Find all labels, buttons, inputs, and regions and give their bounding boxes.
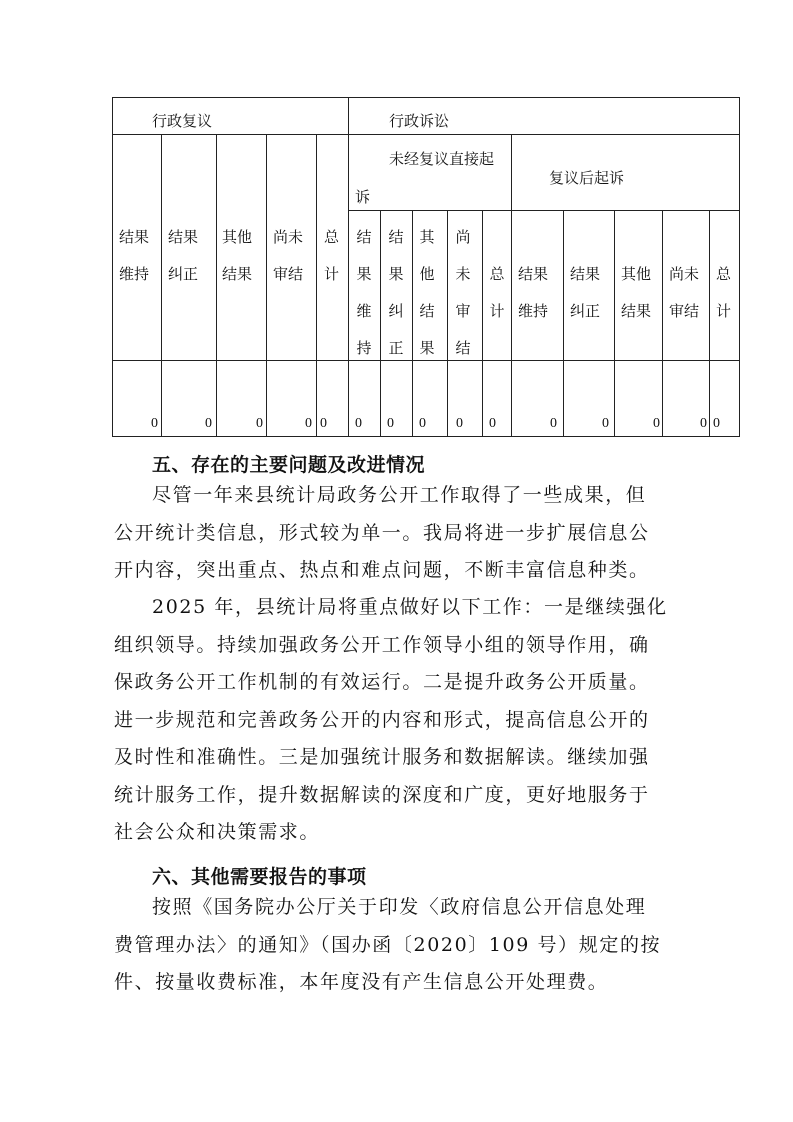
header-administrative-review: 行政复议 (152, 112, 213, 130)
col-header-line: 计 (324, 265, 340, 283)
table-border-top (112, 97, 740, 98)
col-header (489, 256, 505, 330)
col-header-char: 总 (489, 265, 505, 283)
col-header (419, 219, 435, 367)
col-header (222, 219, 252, 293)
table-divider (316, 134, 317, 437)
table-divider (161, 134, 162, 437)
col-header-line: 尚未 (669, 265, 700, 283)
text-line: 及时性和准确性。三是加强统计服务和数据解读。继续加强 (114, 746, 650, 768)
cell-value: 0 (355, 416, 362, 431)
text-line: 公开统计类信息，形式较为单一。我局将进一步扩展信息公 (114, 521, 650, 544)
col-header-char: 结 (419, 302, 435, 320)
table-divider (662, 210, 663, 437)
col-header (356, 219, 372, 367)
col-header-line: 总 (324, 228, 340, 246)
text-line: 尽管一年来县统计局政务公开工作取得了一些成果，但 (152, 484, 647, 506)
table-divider (348, 97, 349, 437)
col-header-line: 结果 (119, 228, 150, 246)
col-header (455, 219, 471, 367)
col-header (388, 219, 404, 367)
header-after-review-litigation: 复议后起诉 (549, 169, 625, 187)
col-header (273, 219, 303, 293)
cell-value: 0 (256, 416, 263, 431)
col-header-line: 其他 (222, 228, 253, 246)
cell-value: 0 (713, 416, 720, 431)
col-header-char: 果 (388, 265, 404, 283)
table-divider (112, 134, 740, 135)
table-border-right (739, 97, 740, 437)
col-header-char: 计 (489, 302, 505, 320)
cell-value: 0 (489, 416, 496, 431)
col-header-line: 尚未 (273, 228, 304, 246)
col-header-char: 未 (455, 265, 471, 283)
col-header-char: 结 (356, 228, 372, 246)
statistics-table (0, 0, 793, 460)
col-header-line: 结果 (621, 302, 652, 320)
cell-value: 0 (653, 416, 660, 431)
col-header-char: 维 (356, 302, 372, 320)
col-header (716, 256, 731, 330)
paragraph (114, 889, 674, 1002)
text-line: 统计服务工作，提升数据解读的深度和广度，更好地服务于 (114, 783, 650, 806)
text-line: 保政务公开工作机制的有效运行。二是提升政务公开质量。 (114, 671, 650, 693)
section-heading: 六、其他需要报告的事项 (152, 866, 367, 888)
col-header-line: 总 (716, 265, 732, 283)
header-direct-litigation-cont: 诉 (355, 188, 371, 206)
text-line: 件、按量收费标准，本年度没有产生信息公开处理费。 (114, 971, 609, 993)
col-header-char: 果 (356, 265, 372, 283)
col-header-line: 结果 (518, 265, 549, 283)
col-header (621, 256, 651, 330)
col-header-char: 他 (419, 265, 435, 283)
col-header-line: 纠正 (570, 302, 601, 320)
cell-value: 0 (387, 416, 394, 431)
col-header-line: 审结 (273, 265, 304, 283)
col-header-char: 持 (356, 339, 372, 357)
col-header (669, 256, 699, 330)
paragraph (114, 477, 674, 590)
header-administrative-litigation: 行政诉讼 (389, 112, 450, 130)
table-divider (380, 210, 381, 437)
text-line: 开内容，突出重点、热点和难点问题，不断丰富信息种类。 (114, 559, 650, 581)
col-header-char: 结 (455, 339, 471, 357)
col-header (119, 219, 149, 293)
table-divider (709, 210, 710, 437)
table-border-left (112, 97, 113, 437)
table-divider (216, 134, 217, 437)
cell-value: 0 (550, 416, 557, 431)
table-divider (412, 210, 413, 437)
table-divider (614, 210, 615, 437)
col-header-line: 纠正 (168, 265, 199, 283)
table-divider (348, 210, 740, 211)
cell-value: 0 (419, 416, 426, 431)
col-header-char: 果 (419, 339, 435, 357)
table-divider (447, 210, 448, 437)
cell-value: 0 (602, 416, 609, 431)
col-header-line: 其他 (621, 265, 652, 283)
cell-value: 0 (456, 416, 463, 431)
col-header-char: 其 (419, 228, 435, 246)
text-line: 2025 年，县统计局将重点做好以下工作：一是继续强化 (152, 596, 668, 618)
table-border-bottom (112, 436, 740, 437)
text-line: 进一步规范和完善政务公开的内容和形式，提高信息公开的 (114, 708, 650, 731)
col-header-line: 结果 (570, 265, 601, 283)
text-line: 社会公众和决策需求。 (114, 821, 321, 843)
col-header-char: 正 (388, 339, 404, 357)
cell-value: 0 (151, 416, 158, 431)
text-line: 组织领导。持续加强政务公开工作领导小组的领导作用，确 (114, 633, 650, 656)
col-header (570, 256, 600, 330)
col-header-line: 计 (716, 302, 732, 320)
col-header-char: 纠 (388, 302, 404, 320)
col-header-line: 维持 (518, 302, 549, 320)
text-line: 按照《国务院办公厅关于印发〈政府信息公开信息处理 (152, 896, 647, 918)
col-header-line: 结果 (222, 265, 253, 283)
col-header (518, 256, 548, 330)
section-heading: 五、存在的主要问题及改进情况 (152, 454, 426, 476)
paragraph (114, 589, 674, 852)
cell-value: 0 (305, 416, 312, 431)
table-divider (511, 134, 512, 437)
text-line: 费管理办法〉的通知》（国办函〔2020〕109 号）规定的按 (114, 933, 662, 956)
table-divider (482, 210, 483, 437)
col-header (324, 219, 339, 293)
col-header-line: 审结 (669, 302, 700, 320)
col-header-line: 结果 (168, 228, 199, 246)
col-header-line: 维持 (119, 265, 150, 283)
header-direct-litigation: 未经复议直接起 (389, 150, 495, 168)
col-header (168, 219, 198, 293)
table-divider (563, 210, 564, 437)
col-header-char: 审 (455, 302, 471, 320)
col-header-char: 结 (388, 228, 404, 246)
cell-value: 0 (700, 416, 707, 431)
cell-value: 0 (320, 416, 327, 431)
col-header-char: 尚 (455, 228, 471, 246)
table-divider (266, 134, 267, 437)
cell-value: 0 (205, 416, 212, 431)
